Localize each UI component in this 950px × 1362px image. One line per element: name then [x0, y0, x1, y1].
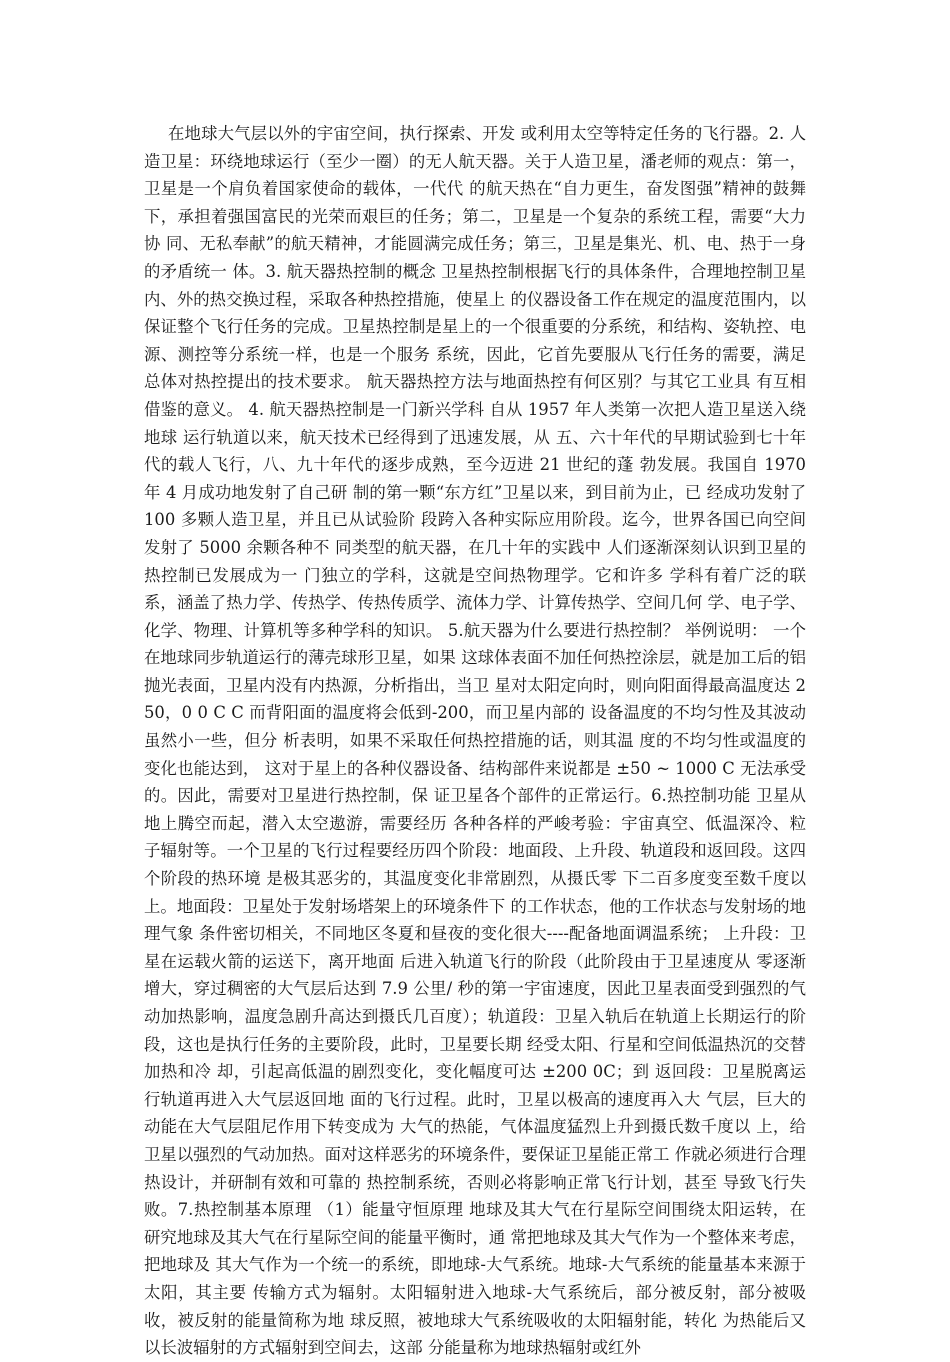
body-paragraph: 在地球大气层以外的宇宙空间，执行探索、开发 或利用太空等特定任务的飞行器。2. 人造卫星：环绕地球运行（至少一圈）的无人航天器。关于人造卫星，潘老师的观点：第一，卫星是一个肩负着国家使命的载体，一代代 的航天热在“自力更生，奋发图强”精神的鼓舞下，承担着强国富民的光荣而艰巨的任务；第二，卫星是一个复杂的系统工程，需要“大力协 同、无私奉献”的航天精神，才能圆满完成任务；第三，卫星是集光、机、电、热于一身的矛盾统一 体。3. 航天器热控制的概念 卫星热控制根据飞行的具体条件，合理地控制卫星 内、外的热交换过程，采取各种热控措施，使星上 的仪器设备工作在规定的温度范围内，以保证整个飞行任务的完成。卫星热控制是星上的一个很重要的分系统，和结构、姿轨控、电源、测控等分系统一样，也是一个服务 系统，因此，它首先要服从飞行任务的需要，满足 总体对热控提出的技术要求。 航天器热控方法与地面热控有何区别？与其它工业具 有互相借鉴的意义。 4. 航天器热控制是一门新兴学科 自从 1957 年人类第一次把人造卫星送入绕地球 运行轨道以来，航天技术已经得到了迅速发展，从 五、六十年代的早期试验到七十年代的载人飞行，八、九十年代的逐步成熟，至今迈进 21 世纪的蓬 勃发展。我国自 1970 年 4 月成功地发射了自己研 制的第一颗“东方红”卫星以来，到目前为止，已 经成功发射了 100 多颗人造卫星，并且已从试验阶 段跨入各种实际应用阶段。迄今，世界各国已向空间发射了 5000 余颗各种不 同类型的航天器，在几十年的实践中 人们逐渐深刻认识到卫星的热控制已发展成为一 门独立的学科，这就是空间热物理学。它和许多 学科有着广泛的联系，涵盖了热力学、传热学、传热传质学、流体力学、计算传热学、空间几何 学、电子学、化学、物理、计算机等多种学科的知识。 5.航天器为什么要进行热控制？ 举例说明： 一个在地球同步轨道运行的薄壳球形卫星，如果 这球体表面不加任何热控涂层，就是加工后的铝 抛光表面，卫星内没有内热源，分析指出，当卫 星对太阳定向时，则向阳面得最高温度达 250，0 0 C C 而背阳面的温度将会低到-200，而卫星内部的 设备温度的不均匀性及其波动虽然小一些，但分 析表明，如果不采取任何热控措施的话，则其温 度的不均匀性或温度的变化也能达到， 这对于星上的各种仪器设备、结构部件来说都是 ±50 ~ 1000 C 无法承受的。因此，需要对卫星进行热控制，保 证卫星各个部件的正常运行。6.热控制功能 卫星从地上腾空而起，潜入太空遨游，需要经历 各种各样的严峻考验：宇宙真空、低温深冷、粒 子辐射等。一个卫星的飞行过程要经历四个阶段：地面段、上升段、轨道段和返回段。这四个阶段的热环境 是极其恶劣的，其温度变化非常剧烈，从摄氏零 下二百多度变至数千度以上。地面段：卫星处于发射场塔架上的环境条件下 的工作状态，他的工作状态与发射场的地理气象 条件密切相关，不同地区冬夏和昼夜的变化很大----配备地面调温系统； 上升段：卫星在运载火箭的运送下，离开地面 后进入轨道飞行的阶段（此阶段由于卫星速度从 零逐渐增大，穿过稠密的大气层后达到 7.9 公里/ 秒的第一宇宙速度，因此卫星表面受到强烈的气 动加热影响，温度急剧升高达到摄氏几百度）；轨道段：卫星入轨后在轨道上长期运行的阶段，这也是执行任务的主要阶段，此时，卫星要长期 经受太阳、行星和空间低温热沉的交替加热和冷 却，引起高低温的剧烈变化，变化幅度可达 ±200 0C；到 返回段：卫星脱离运行轨道再进入大气层返回地 面的飞行过程。此时，卫星以极高的速度再入大 气层，巨大的动能在大气层阻尼作用下转变成为 大气的热能，气体温度猛烈上升到摄氏数千度以 上，给卫星以强烈的气动加热。面对这样恶劣的环境条件，要保证卫星能正常工 作就必须进行合理热设计，并研制有效和可靠的 热控制系统，否则必将影响正常飞行计划，甚至 导致飞行失败。7.热控制基本原理 （1）能量守恒原理 地球及其大气在行星际空间围绕太阳运转，在 研究地球及其大气在行星际空间的能量平衡时，通 常把地球及其大气作为一个整体来考虑，把地球及 其大气作为一个统一的系统，即地球-大气系统。地球-大气系统的能量基本来源于太阳，其主要 传输方式为辐射。太阳辐射进入地球-大气系统后，部分被反射，部分被吸收，被反射的能量简称为地 球反照，被地球大气系统吸收的太阳辐射能，转化 为热能后又以长波辐射的方式辐射到空间去，这部 分能量称为地球热辐射或红外 [144, 124, 806, 1358]
